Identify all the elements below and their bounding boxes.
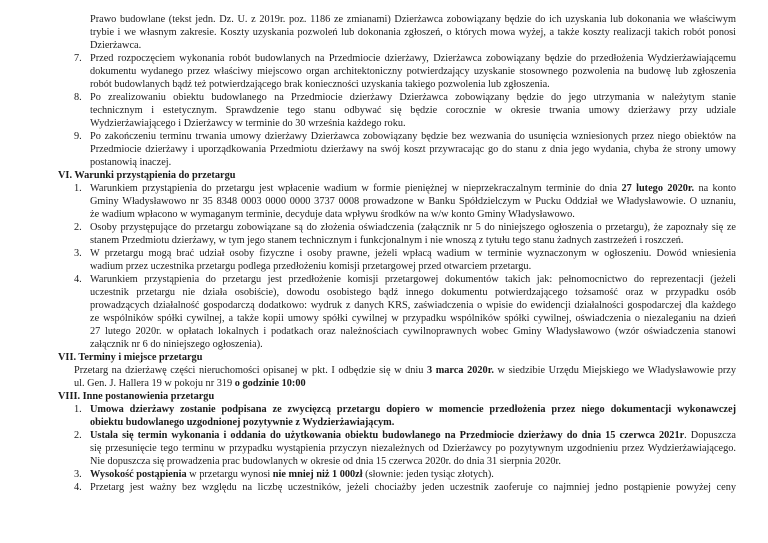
list-number: 3.: [74, 248, 82, 259]
provision1-line: obiektu budowlanego uzgodnionej pozytywnie z Wydzierżawiającym.: [90, 417, 395, 428]
text-span: . Dopuszcza: [684, 430, 736, 441]
list-number: 2.: [74, 430, 82, 441]
item8-line: technicznym i estetycznym. Sprawdzenie tego stanu odbywać się będzie corocznie w okresie trwania umowy dzierżawy przy udziale: [90, 105, 736, 116]
bid-increment-amount: nie mniej niż 1 000zł: [272, 469, 363, 480]
condition1-line: Gminy Władysławowo nr 35 8348 0003 0000 0000 3737 0008 prowadzone w Banku Spółdzielczym w Pucku Oddział we Władysławowie. O uznaniu,: [90, 196, 736, 207]
tender-date-line: [74, 365, 736, 377]
list-number: 1.: [74, 404, 82, 415]
tender-time: o godzinie 10:00: [234, 378, 306, 389]
text-span: w siedzibie Urzędu Miejskiego we Władysławowie przy: [493, 365, 737, 376]
provision2-line: Nie dopuszcza się prowadzenia prac budowlanych w okresie od dnia 15 czerwca 2020r. do dnia 31 sierpnia 2020r.: [90, 456, 561, 467]
item6-continuation-line: Dzierżawca.: [90, 40, 142, 51]
list-number: 3.: [74, 469, 82, 480]
list-number: 9.: [74, 131, 82, 142]
item7-line: robót budowlanych bądź też potwierdzającego brak konieczności uzyskania takiego pozwolenia lub zgłoszenia.: [90, 79, 550, 90]
text-span: Przetarg na dzierżawę części nieruchomości opisanej w pkt. I odbędzie się w dniu: [74, 365, 427, 376]
tender-place-line: [74, 378, 306, 390]
condition2-line: Osoby przystępujące do przetargu zobowiązane są do złożenia oświadczenia (załącznik nr 5 do niniejszego ogłoszenia o przetargu), że zapoznały się ze: [90, 222, 736, 233]
condition4-line: załącznik nr 6 do niniejszego ogłoszenia).: [90, 339, 263, 350]
condition3-line: W przetargu mogą brać udział osoby fizyczne i osoby prawne, jeżeli wpłacą wadium w terminie wyznaczonym w ogłoszeniu. Dowód wniesienia: [90, 248, 736, 259]
item9-line: Przedmiocie dzierżawy i uporządkowania Przedmiotu dzierżawy na swój koszt przywracając go do stanu z dnia jego wydania, chyba że strony umowy: [90, 144, 736, 155]
item8-line: Wydzierżawiającego i Dzierżawcy w terminie do 30 września każdego roku.: [90, 118, 406, 129]
provision2-line: [90, 430, 736, 442]
text-span: w przetargu wynosi: [186, 469, 273, 480]
text-span: na konto: [694, 183, 737, 194]
item6-continuation-line: Prawo budowlane (tekst jedn. Dz. U. z 2019r. poz. 1186 ze zmianami) Dzierżawca zobowiązany będzie do ich uzyskania lub dokonania we właściwym: [90, 14, 736, 25]
list-number: 8.: [74, 92, 82, 103]
text-span: ul. Gen. J. Hallera 19 w pokoju nr 319: [74, 378, 235, 389]
condition4-line: uczestnik przetargu nie działa osobiście), dowodu osobistego bądź innego dokumentu potwierdzającego tożsamość oraz w przypadku osób: [90, 287, 736, 298]
section-heading: VI. Warunki przystąpienia do przetargu: [58, 170, 236, 181]
item9-line: postanowią inaczej.: [90, 157, 172, 168]
provision2-line: się przesunięcie tego terminu w przypadku wystąpienia przyczyn niezależnych od Dzierżawcy po pozytywnym uzgodnieniu przez Wydzierżawiającego.: [90, 443, 736, 454]
provision3-line: [90, 469, 494, 481]
item8-line: Po zrealizowaniu obiektu budowlanego na Przedmiocie dzierżawy Dzierżawca zobowiązany będzie do jego utrzymania w należytym stanie: [90, 92, 736, 103]
provision4-line: Przetarg jest ważny bez względu na liczbę uczestników, jeżeli chociażby jeden uczestnik zaoferuje co najmniej jedno postąpienie powyżej ceny: [90, 482, 736, 493]
section-heading: VIII. Inne postanowienia przetargu: [58, 391, 215, 402]
deadline-date: 27 lutego 2020r.: [621, 183, 695, 194]
condition4-line: Warunkiem przystąpienia do przetargu jest przedłożenie komisji przetargowej dokumentów takich jak: pełnomocnictwo do reprezentacji (jeżeli: [90, 274, 736, 285]
list-number: 4.: [74, 274, 82, 285]
text-span: (słownie: jeden tysiąc złotych).: [362, 469, 494, 480]
list-number: 2.: [74, 222, 82, 233]
item9-line: Po zakończeniu terminu trwania umowy dzierżawy Dzierżawca zobowiązany będzie bez wezwania do usunięcia wzniesionych przez niego obiektów na: [90, 131, 736, 142]
list-number: 7.: [74, 53, 82, 64]
text-span: Warunkiem przystąpienia do przetargu jest wpłacenie wadium w formie pieniężnej w nieprzekraczalnym terminie do dnia: [90, 183, 622, 194]
condition4-line: ze wspólników spółki cywilnej, a także kopii umowy spółki cywilnej w przypadku wspólników spółki cywilnej, oświadczenia o niezaleganiu na dzień: [90, 313, 736, 324]
condition3-line: wadium przez uczestnika przetargu podlega przedłożeniu komisji przetargowej przed otwarciem przetargu.: [90, 261, 532, 272]
provision1-line: Umowa dzierżawy zostanie podpisana ze zwycięzcą przetargu dopiero w momencie przedłożenia przez niego dokumentacji wykonawczej: [90, 404, 736, 415]
condition4-line: prowadzących działalność gospodarczą dodatkowo: wydruk z danych KRS, zaświadczenia o wpisie do ewidencji działalności gospodarczej dla każdego: [90, 300, 736, 311]
section-heading: VII. Terminy i miejsce przetargu: [58, 352, 203, 363]
item7-line: dokumentu wydanego przez właściwy miejscowo organ architektoniczny potwierdzający uzyskanie stosownego pozwolenia na budowę lub zgłoszenia: [90, 66, 736, 77]
completion-deadline: Ustala się termin wykonania i oddania do użytkowania obiektu budowlanego na Przedmiocie dzierżawy do dnia 15 czerwca 2021r: [90, 430, 685, 441]
tender-date: 3 marca 2020r.: [426, 365, 494, 376]
list-number: 1.: [74, 183, 82, 194]
item6-continuation-line: trybie i we własnym zakresie. Koszty uzyskania pozwoleń lub dokonania zgłoszeń, o których mowa wyżej, a także koszty realizacji takich robót ponosi: [90, 27, 736, 38]
condition1-line: [90, 183, 736, 195]
condition4-line: 27 lutego 2020r. w opłatach lokalnych i podatkach oraz należnościach cywilnoprawnych wobec Gminy Władysławowo (wzór oświadczenia stanowi: [90, 326, 736, 337]
list-number: 4.: [74, 482, 82, 493]
bid-increment-label: Wysokość postąpienia: [90, 469, 187, 480]
condition2-line: stanem Przedmiotu dzierżawy, w tym jego stanem technicznym i funkcjonalnym i nie wnoszą z tytułu tego stanu żadnych zastrzeżeń i roszczeń.: [90, 235, 684, 246]
item7-line: Przed rozpoczęciem wykonania robót budowlanych na Przedmiocie dzierżawy, Dzierżawca zobowiązany będzie do przedłożenia Wydzierżawiającemu: [90, 53, 736, 64]
condition1-line: że wadium wpłacono w wymaganym terminie, decyduje data wpływu środków na w/w konto Gminy Władysławowo.: [90, 209, 575, 220]
